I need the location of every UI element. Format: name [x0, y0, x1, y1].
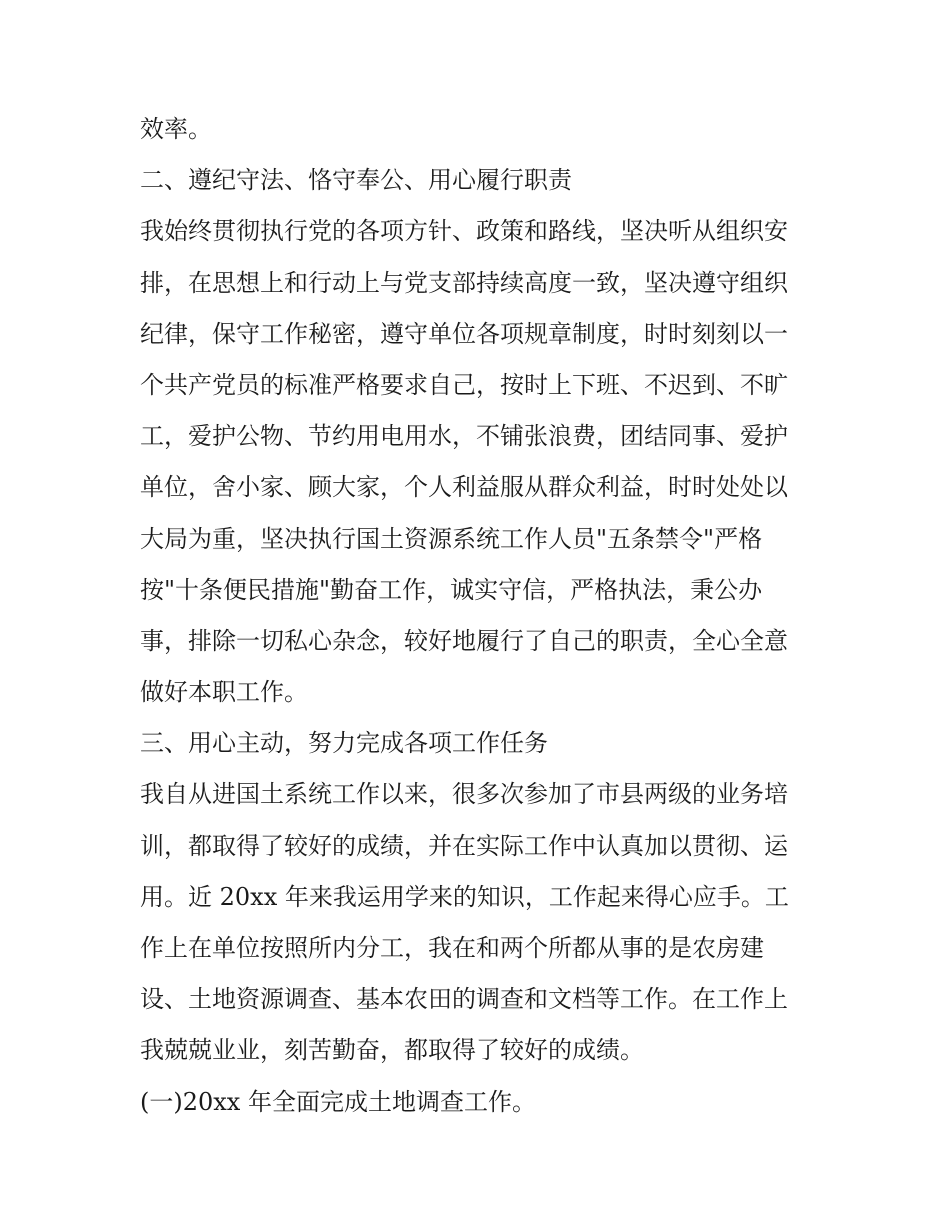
text-line: 我自从进国土系统工作以来，很多次参加了市县两级的业务培 — [140, 780, 788, 809]
text-line: 个共产党员的标准严格要求自己，按时上下班、不迟到、不旷 — [140, 370, 788, 399]
text-line: 单位，舍小家、顾大家，个人利益服从群众利益，时时处处以 — [140, 473, 788, 502]
text-line: 排，在思想上和行动上与党支部持续高度一致，坚决遵守组织 — [140, 268, 788, 297]
text-line: 效率。 — [140, 115, 212, 143]
text-line: 按"十条便民措施"勤奋工作，诚实守信，严格执法，秉公办 — [140, 575, 763, 604]
section-heading: 二、遵纪守法、恪守奉公、用心履行职责 — [140, 166, 572, 195]
text-line: 事，排除一切私心杂念，较好地履行了自己的职责，全心全意 — [140, 626, 788, 655]
text-line: 我始终贯彻执行党的各项方针、政策和路线，坚决听从组织安 — [140, 217, 788, 246]
text-line: 用。近 20xx 年来我运用学来的知识，工作起来得心应手。工 — [140, 882, 789, 911]
document-body — [140, 104, 830, 1128]
section-heading: 三、用心主动，努力完成各项工作任务 — [140, 729, 548, 758]
subsection-heading: (一)20xx 年全面完成土地调查工作。 — [140, 1087, 536, 1116]
text-line: 纪律，保守工作秘密，遵守单位各项规章制度，时时刻刻以一 — [140, 319, 788, 348]
text-line: 设、土地资源调查、基本农田的调查和文档等工作。在工作上 — [140, 985, 788, 1014]
text-line: 工，爱护公物、节约用电用水，不铺张浪费，团结同事、爱护 — [140, 422, 788, 451]
text-line: 做好本职工作。 — [140, 678, 308, 707]
text-line: 训，都取得了较好的成绩，并在实际工作中认真加以贯彻、运 — [140, 831, 788, 860]
text-line: 大局为重，坚决执行国土资源系统工作人员"五条禁令"严格 — [140, 524, 763, 553]
text-line: 作上在单位按照所内分工，我在和两个所都从事的是农房建 — [140, 934, 764, 962]
text-line: 我兢兢业业，刻苦勤奋，都取得了较好的成绩。 — [140, 1036, 644, 1065]
